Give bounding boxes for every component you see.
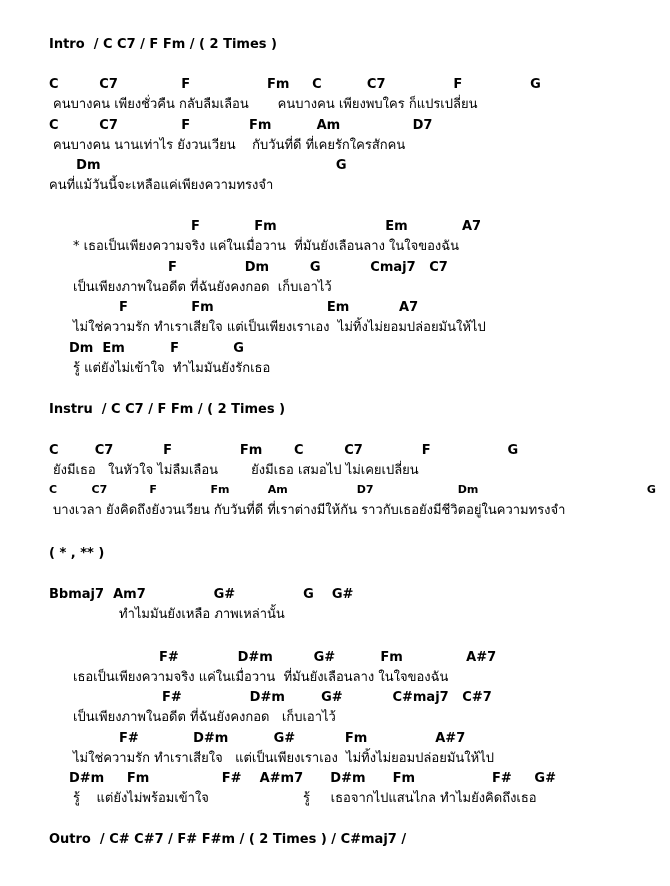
chord-line: Dm G [49,158,347,173]
lyric-line: เป็นเพียงภาพในอดีต ที่ฉันยังคงกอด เก็บเอาไว้ [73,710,336,725]
lyric-line: รู้ แต่ยังไม่พร้อมเข้าใจ [73,791,209,806]
lyric-line: คนบางคน นานเท่าไร ยังวนเวียน กับวันที่ดี ที่เคยรักใครสักคน [53,138,406,153]
intro-line: Intro / C C7 / F Fm / ( 2 Times ) [49,37,277,52]
lyric-line: ทำไมมันยังเหลือ ภาพเหล่านั้น [119,607,285,622]
chord-line: F Fm Em A7 [191,219,482,234]
chord-line: Dm Em F G [69,341,244,356]
chord-line: F Fm Em A7 [119,300,419,315]
chord-line: D#m Fm F# A#m7 D#m Fm F# G# [69,771,556,786]
outro-line: Outro / C# C#7 / F# F#m / ( 2 Times ) / C#maj7 / [49,832,407,847]
lyric-line: ไม่ใช่ความรัก ทำเราเสียใจ แต่เป็นเพียงเราเอง ไม่ทิ้งไม่ยอมปล่อยมันให้ไป [73,320,486,335]
lyric-line: รู้ แต่ยังไม่เข้าใจ ทำไมมันยังรักเธอ [73,361,271,376]
chord-line: F# D#m G# Fm A#7 [119,731,466,746]
lyric-line: ยังมีเธอ ในหัวใจ ไม่ลืมเลือน ยังมีเธอ เสมอไป ไม่เคยเปลี่ยน [53,463,419,478]
lyric-line: เธอเป็นเพียงความจริง แค่ในเมื่อวาน ที่มันยังเลือนลาง ในใจของฉัน [73,670,449,685]
chord-line: F# D#m G# C#maj7 C#7 [162,690,492,705]
chord-line: F Dm G Cmaj7 C7 [168,260,448,275]
lyric-line: บางเวลา ยังคิดถึงยังวนเวียน กับวันที่ดี ที่เราต่างมีให้กัน ราวกับเธอยังมีชีวิตอยู่ในความทรงจำ [53,503,566,518]
lyric-line: คนที่แม้วันนี้จะเหลือแค่เพียงความทรงจำ [49,178,274,193]
lyric-line: รู้ เธอจากไปแสนไกล ทำไมยังคิดถึงเธอ [303,791,537,806]
lyric-line: เป็นเพียงภาพในอดีต ที่ฉันยังคงกอด เก็บเอาไว้ [73,280,332,295]
instru-line: Instru / C C7 / F Fm / ( 2 Times ) [49,402,286,417]
chord-line: Bbmaj7 Am7 G# G G# [49,587,354,602]
chord-line: C C7 F Fm C C7 F G [49,443,519,458]
lyric-line: * เธอเป็นเพียงความจริง แค่ในเมื่อวาน ที่มันยังเลือนลาง ในใจของฉัน [73,239,460,254]
chord-line: C C7 F Fm Am D7 Dm G [49,483,656,496]
chord-line: C C7 F Fm Am D7 [49,118,433,133]
chord-line: C C7 F Fm C C7 F G [49,77,541,92]
chord-line: F# D#m G# Fm A#7 [159,650,497,665]
repeat-marker: ( * , ** ) [49,546,105,561]
lyric-line: คนบางคน เพียงชั่วคืน กลับลืมเลือน คนบางคน เพียงพบใคร ก็แปรเปลี่ยน [53,97,478,112]
lyric-line: ไม่ใช่ความรัก ทำเราเสียใจ แต่เป็นเพียงเราเอง ไม่ทิ้งไม่ยอมปล่อยมันให้ไป [73,751,494,766]
